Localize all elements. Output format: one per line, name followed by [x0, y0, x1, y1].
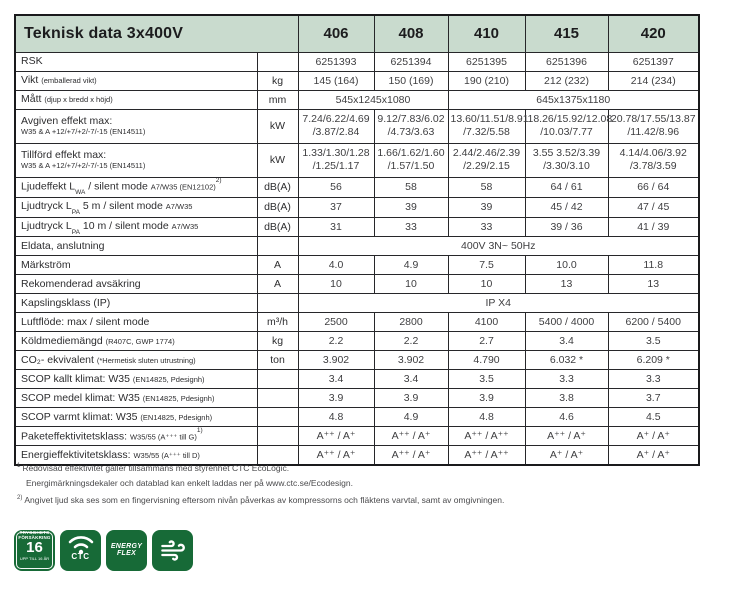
row-unit	[257, 408, 298, 427]
cell: 4.5	[608, 408, 699, 427]
cell: 2.2	[298, 332, 374, 351]
row-ljudeffekt	[15, 177, 699, 197]
cell: 1.66/1.62/1.60 /1.57/1.50	[374, 143, 448, 177]
row-co2-ekvivalent	[15, 351, 699, 370]
cell: 10	[448, 275, 525, 294]
row-label: SCOP medel klimat: W35 (EN14825, Pdesignh)	[15, 389, 257, 408]
cell: A⁺⁺ / A⁺	[298, 446, 374, 465]
row-unit: kg	[257, 71, 298, 90]
energyflex-label: FLEX	[116, 550, 137, 557]
cell: 214 (234)	[608, 71, 699, 90]
row-unit: dB(A)	[257, 197, 298, 217]
cell: 66 / 64	[608, 177, 699, 197]
cell: A⁺⁺ / A⁺	[374, 427, 448, 446]
cell: A⁺ / A⁺	[525, 446, 608, 465]
ctc-wifi-badge	[60, 530, 101, 571]
cell: 6.032 *	[525, 351, 608, 370]
cell: 4.8	[448, 408, 525, 427]
row-kapslingsklass	[15, 294, 699, 313]
cell: 45 / 42	[525, 197, 608, 217]
airflow-badge	[152, 530, 193, 571]
row-paketeffektivitetsklass	[15, 427, 699, 446]
energyflex-label: ENERGY	[110, 543, 143, 550]
cell: 10	[298, 275, 374, 294]
row-label: Tillförd effekt max: W35 & A +12/+7/+2/-7/-15 (EN14511)	[15, 143, 257, 177]
cell: 11.8	[608, 256, 699, 275]
cell: 64 / 61	[525, 177, 608, 197]
cell: 33	[374, 217, 448, 237]
cell: A⁺⁺ / A⁺	[374, 446, 448, 465]
row-eldata	[15, 237, 699, 256]
row-label: Ljudtryck $L_{PA}$ 5 m / silent mode A7/W35	[15, 197, 257, 217]
cell: 4.790	[448, 351, 525, 370]
row-unit: kg	[257, 332, 298, 351]
row-vikt	[15, 71, 699, 90]
cell: 13	[608, 275, 699, 294]
cell: 2.7	[448, 332, 525, 351]
row-unit: kW	[257, 109, 298, 143]
cell: 2800	[374, 313, 448, 332]
row-rsk	[15, 52, 699, 71]
cell: 1.33/1.30/1.28 /1.25/1.17	[298, 143, 374, 177]
cell: 39	[374, 197, 448, 217]
row-unit: dB(A)	[257, 177, 298, 197]
cell: 4100	[448, 313, 525, 332]
row-unit: A	[257, 275, 298, 294]
cell: 6.209 *	[608, 351, 699, 370]
row-label: Avgiven effekt max: W35 & A +12/+7/+2/-7/-15 (EN14511)	[15, 109, 257, 143]
cell: 10.0	[525, 256, 608, 275]
cell: 13.60/11.51/8.91 /7.32/5.58	[448, 109, 525, 143]
cell: 6251395	[448, 52, 525, 71]
cell: 3.4	[525, 332, 608, 351]
row-label: SCOP kallt klimat: W35 (EN14825, Pdesignh)	[15, 370, 257, 389]
cell: 7.24/6.22/4.69 /3.87/2.84	[298, 109, 374, 143]
cell: 7.5	[448, 256, 525, 275]
row-unit	[257, 389, 298, 408]
column-header-420: 420	[608, 15, 699, 52]
row-unit	[257, 294, 298, 313]
cell: A⁺⁺ / A⁺⁺	[448, 427, 525, 446]
cell: 33	[448, 217, 525, 237]
cell: A⁺⁺ / A⁺⁺	[448, 446, 525, 465]
table-title: Teknisk data 3x400V	[15, 15, 298, 52]
wind-icon	[159, 537, 186, 564]
cell: 58	[374, 177, 448, 197]
insurance-badge-text: TRYGGHETS	[19, 530, 50, 535]
ctc-label: CTC	[71, 552, 90, 561]
row-label: Rekomenderad avsäkring	[15, 275, 257, 294]
row-label: Luftflöde: max / silent mode	[15, 313, 257, 332]
cell: 150 (169)	[374, 71, 448, 90]
cell: 3.9	[298, 389, 374, 408]
column-header-415: 415	[525, 15, 608, 52]
cell: 190 (210)	[448, 71, 525, 90]
cell: 3.4	[298, 370, 374, 389]
row-label: Paketeffektivitetsklass: W35/55 (A⁺⁺⁺ till G)$^{1)}$	[15, 427, 257, 446]
row-label: Vikt (emballerad vikt)	[15, 71, 257, 90]
cell: 4.0	[298, 256, 374, 275]
insurance-badge-text: UPP TILL 16 ÅR	[19, 556, 50, 562]
cell-span: 400V 3N~ 50Hz	[298, 237, 699, 256]
column-header-406: 406	[298, 15, 374, 52]
cell: 2.2	[374, 332, 448, 351]
row-unit	[257, 52, 298, 71]
cell: A⁺⁺ / A⁺	[298, 427, 374, 446]
row-label: Märkström	[15, 256, 257, 275]
cell: 4.9	[374, 256, 448, 275]
row-koldmediemangd	[15, 332, 699, 351]
cell: 3.9	[374, 389, 448, 408]
cell: 47 / 45	[608, 197, 699, 217]
row-unit: kW	[257, 143, 298, 177]
row-scop-kallt	[15, 370, 699, 389]
cell-span: IP X4	[298, 294, 699, 313]
row-unit: m³/h	[257, 313, 298, 332]
cell: A⁺⁺ / A⁺	[525, 427, 608, 446]
cell: 3.3	[608, 370, 699, 389]
row-label: Köldmediemängd (R407C, GWP 1774)	[15, 332, 257, 351]
row-unit: dB(A)	[257, 217, 298, 237]
row-label: CO₂- ekvivalent (*Hermetisk sluten utrustning)	[15, 351, 257, 370]
row-unit: mm	[257, 90, 298, 109]
cell: 3.5	[608, 332, 699, 351]
cell: 18.26/15.92/12.08 /10.03/7.77	[525, 109, 608, 143]
cell: 5400 / 4000	[525, 313, 608, 332]
cell: 6251396	[525, 52, 608, 71]
cell: 39 / 36	[525, 217, 608, 237]
cell: 10	[374, 275, 448, 294]
cell: 6251397	[608, 52, 699, 71]
cell: 56	[298, 177, 374, 197]
cell: 4.14/4.06/3.92 /3.78/3.59	[608, 143, 699, 177]
row-unit	[257, 427, 298, 446]
cell: 3.902	[298, 351, 374, 370]
cell: 39	[448, 197, 525, 217]
cell: 6200 / 5400	[608, 313, 699, 332]
row-label: RSK	[15, 52, 257, 71]
row-avgiven-effekt	[15, 109, 699, 143]
cell-span: 645x1375x1180	[448, 90, 699, 109]
row-avsakring	[15, 275, 699, 294]
row-label: Eldata, anslutning	[15, 237, 257, 256]
footnote-2: $^{2)}$ Angivet ljud ska ses som en fingervisning eftersom nivån påverkas av kompressorns och fläktens varvtal, samt av omgivningen.	[17, 494, 505, 505]
row-label: Mått (djup x bredd x höjd)	[15, 90, 257, 109]
cell: 13	[525, 275, 608, 294]
column-header-408: 408	[374, 15, 448, 52]
row-markstrom	[15, 256, 699, 275]
energyflex-badge	[106, 530, 147, 571]
row-matt	[15, 90, 699, 109]
cell: 9.12/7.83/6.02 /4.73/3.63	[374, 109, 448, 143]
cell: 4.9	[374, 408, 448, 427]
cell: 3.9	[448, 389, 525, 408]
cell: 212 (232)	[525, 71, 608, 90]
row-label: Kapslingsklass (IP)	[15, 294, 257, 313]
footnote-1: $^1$ Redovisad effektivitet gäller tillsammans med styrenhet CTC EcoLogic.	[17, 462, 290, 473]
cell: 3.7	[608, 389, 699, 408]
cell: 4.8	[298, 408, 374, 427]
cell: 2500	[298, 313, 374, 332]
cell: 4.6	[525, 408, 608, 427]
row-ljudtryck-5m	[15, 197, 699, 217]
cell: 145 (164)	[298, 71, 374, 90]
certification-badges	[14, 530, 193, 571]
cell: 3.5	[448, 370, 525, 389]
row-scop-varmt	[15, 408, 699, 427]
row-tillford-effekt	[15, 143, 699, 177]
row-label: Ljudtryck $L_{PA}$ 10 m / silent mode A7/W35	[15, 217, 257, 237]
row-scop-medel	[15, 389, 699, 408]
row-label: SCOP varmt klimat: W35 (EN14825, Pdesignh)	[15, 408, 257, 427]
row-label: Energieffektivitetsklass: W35/55 (A⁺⁺⁺ till D)	[15, 446, 257, 465]
cell: 41 / 39	[608, 217, 699, 237]
cell: 20.78/17.55/13.87 /11.42/8.96	[608, 109, 699, 143]
cell: 3.902	[374, 351, 448, 370]
cell: 31	[298, 217, 374, 237]
row-label: Ljudeffekt $L_{WA}$ / silent mode A7/W35 $(EN12102)^{2)}$	[15, 177, 257, 197]
row-luftflode	[15, 313, 699, 332]
insurance-16-badge	[14, 530, 55, 571]
header-row	[15, 15, 699, 52]
cell: 2.44/2.46/2.39 /2.29/2.15	[448, 143, 525, 177]
cell: 6251393	[298, 52, 374, 71]
insurance-badge-number: 16	[26, 539, 43, 557]
row-unit: A	[257, 256, 298, 275]
column-header-410: 410	[448, 15, 525, 52]
row-unit	[257, 370, 298, 389]
row-ljudtryck-10m	[15, 217, 699, 237]
insurance-badge-text: FÖRSÄKRING	[18, 535, 51, 541]
cell: 3.55 3.52/3.39 /3.30/3.10	[525, 143, 608, 177]
row-unit: ton	[257, 351, 298, 370]
footnotes	[17, 459, 504, 508]
cell: 58	[448, 177, 525, 197]
cell-span: 545x1245x1080	[298, 90, 448, 109]
cell: 3.8	[525, 389, 608, 408]
cell: 3.4	[374, 370, 448, 389]
technical-data-table	[14, 14, 700, 466]
cell: 6251394	[374, 52, 448, 71]
row-unit	[257, 237, 298, 256]
cell: 3.3	[525, 370, 608, 389]
cell: 37	[298, 197, 374, 217]
footnote-1-continued: Energimärkningsdekaler och datablad kan enkelt laddas ner på www.ctc.se/Ecodesign.	[26, 477, 353, 488]
cell: A⁺ / A⁺	[608, 446, 699, 465]
cell: A⁺ / A⁺	[608, 427, 699, 446]
